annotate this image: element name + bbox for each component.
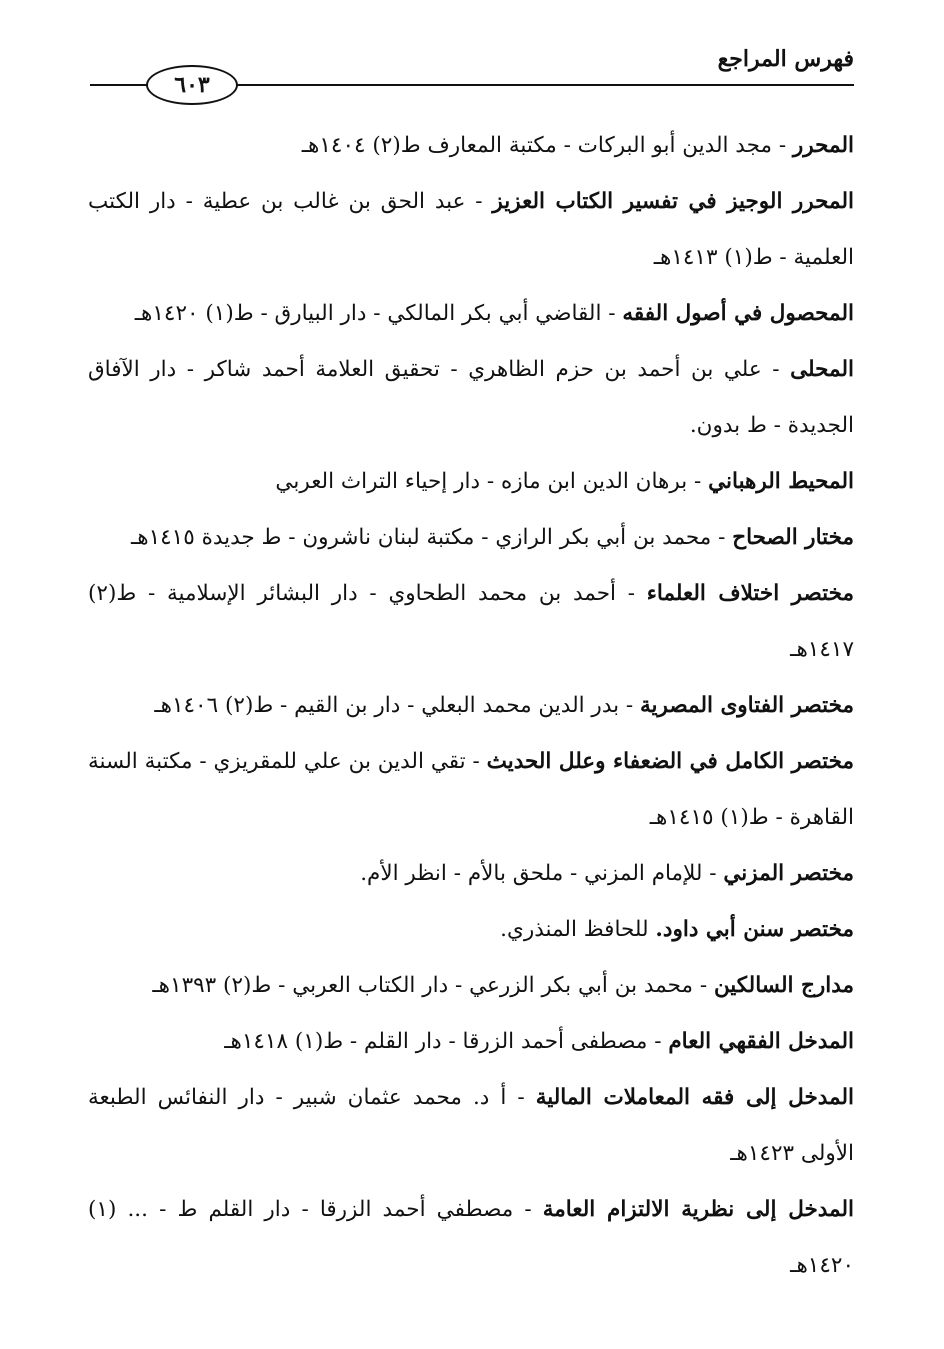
reference-title: المدخل إلى فقه المعاملات المالية	[535, 1085, 854, 1110]
reference-details: - مصطفي أحمد الزرقا - دار القلم ط - ... (١) ١٤٢٠هـ	[88, 1197, 854, 1278]
reference-details: - عبد الحق بن غالب بن عطية - دار الكتب العلمية - ط(١) ١٤١٣هـ	[88, 189, 854, 270]
reference-entry	[88, 958, 854, 1014]
reference-entry	[88, 678, 854, 734]
reference-title: المحيط الرهباني	[708, 469, 854, 494]
reference-title: مختصر الفتاوى المصرية	[640, 693, 854, 718]
reference-entry	[88, 118, 854, 174]
reference-entry	[88, 342, 854, 454]
reference-details: - أحمد بن محمد الطحاوي - دار البشائر الإسلامية - ط(٢) ١٤١٧هـ	[88, 581, 854, 662]
reference-title: مختار الصحاح	[732, 525, 854, 550]
reference-entry	[88, 566, 854, 678]
reference-entry	[88, 510, 854, 566]
running-title: فهرس المراجع	[717, 46, 854, 72]
page-number: ٦٠٣	[146, 65, 238, 105]
reference-title: المدخل الفقهي العام	[668, 1029, 854, 1054]
reference-title: المحرر الوجيز في تفسير الكتاب العزيز	[492, 189, 854, 214]
reference-details: - للإمام المزني - ملحق بالأم - انظر الأم.	[360, 861, 724, 886]
reference-entry	[88, 734, 854, 846]
reference-entry	[88, 846, 854, 902]
reference-details: - تقي الدين بن علي للمقريزي - مكتبة السنة القاهرة - ط(١) ١٤١٥هـ	[88, 749, 854, 830]
page-header	[90, 40, 854, 110]
reference-details: - علي بن أحمد بن حزم الظاهري - تحقيق العلامة أحمد شاكر - دار الآفاق الجديدة - ط بدون.	[88, 357, 854, 438]
reference-title: المحصول في أصول الفقه	[622, 301, 854, 326]
reference-title: المدخل إلى نظرية الالتزام العامة	[542, 1197, 855, 1222]
reference-list	[88, 118, 854, 1294]
reference-title: مختصر الكامل في الضعفاء وعلل الحديث	[486, 749, 854, 774]
reference-details: - القاضي أبي بكر المالكي - دار البيارق - ط(١) ١٤٢٠هـ	[134, 301, 623, 326]
reference-details: - برهان الدين ابن مازه - دار إحياء التراث العربي	[275, 469, 709, 494]
reference-title: مختصر المزني	[723, 861, 854, 886]
reference-title: المحرر	[792, 133, 854, 158]
reference-title: مختصر سنن أبي داود.	[655, 917, 854, 942]
reference-entry	[88, 174, 854, 286]
reference-details: - مصطفى أحمد الزرقا - دار القلم - ط(١) ١٤١٨هـ	[224, 1029, 669, 1054]
reference-details: - محمد بن أبي بكر الرازي - مكتبة لبنان ناشرون - ط جديدة ١٤١٥هـ	[130, 525, 733, 550]
reference-title: المحلى	[790, 357, 854, 382]
reference-details: للحافظ المنذري.	[500, 917, 656, 942]
reference-details: - مجد الدين أبو البركات - مكتبة المعارف ط(٢) ١٤٠٤هـ	[301, 133, 793, 158]
reference-entry	[88, 902, 854, 958]
reference-details: - محمد بن أبي بكر الزرعي - دار الكتاب العربي - ط(٢) ١٣٩٣هـ	[152, 973, 714, 998]
reference-entry	[88, 1014, 854, 1070]
reference-entry	[88, 454, 854, 510]
reference-details: - أ د. محمد عثمان شبير - دار النفائس الطبعة الأولى ١٤٢٣هـ	[88, 1085, 854, 1166]
reference-title: مختصر اختلاف العلماء	[646, 581, 854, 606]
reference-details: - بدر الدين محمد البعلي - دار بن القيم - ط(٢) ١٤٠٦هـ	[154, 693, 641, 718]
reference-title: مدارج السالكين	[713, 973, 854, 998]
reference-entry	[88, 1070, 854, 1182]
reference-entry	[88, 286, 854, 342]
reference-entry	[88, 1182, 854, 1294]
